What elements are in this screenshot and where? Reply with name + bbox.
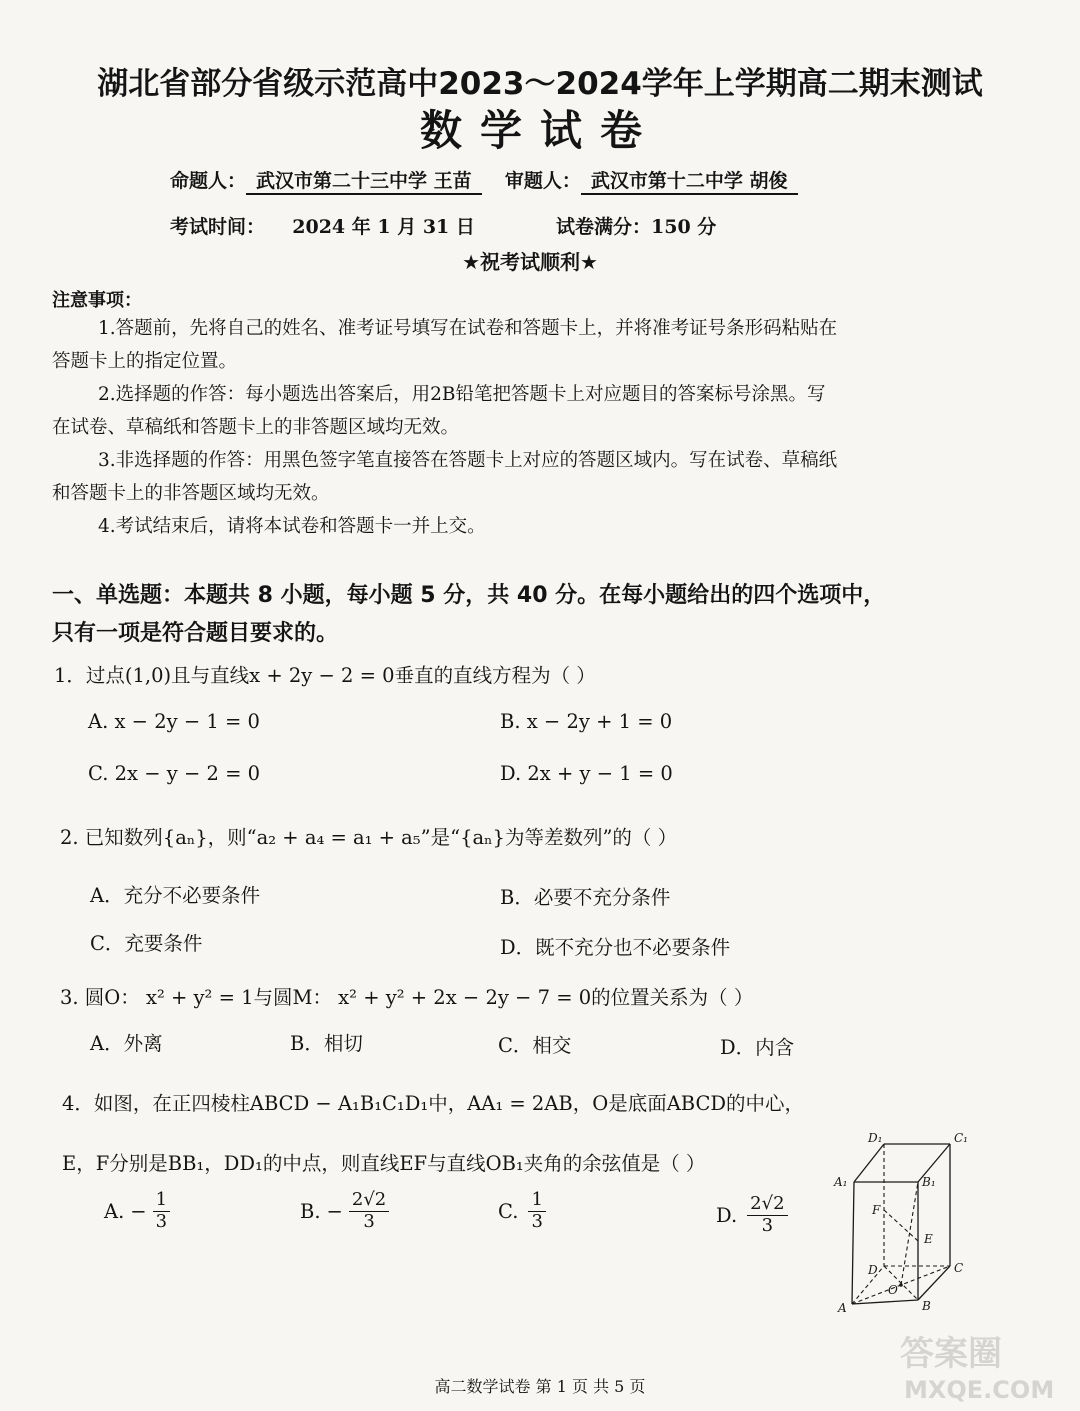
question-3-option-c: C．相交: [498, 1034, 572, 1057]
prism-figure: [828, 1130, 978, 1320]
question-1-option-d: D. 2x + y − 1 = 0: [500, 762, 673, 785]
reviewer-value: 武汉市第十二中学 胡俊: [581, 166, 798, 195]
question-1-option-c: C. 2x − y − 2 = 0: [88, 762, 261, 785]
reviewer-label: 审题人：: [504, 170, 581, 192]
page-footer: 高二数学试卷 第 1 页 共 5 页: [434, 1377, 646, 1396]
setter-line: [170, 166, 798, 195]
time-value: 2024 年 1 月 31 日: [292, 216, 475, 238]
note-line: 3.非选择题的作答：用黑色签字笔直接答在答题卡上对应的答题区域内。写在试卷、草稿纸: [98, 450, 838, 471]
label-b1: B₁: [922, 1175, 936, 1189]
option-label: B.: [300, 1199, 321, 1223]
fraction-denominator: 3: [531, 1210, 543, 1232]
fraction-numerator: 2√2: [349, 1190, 389, 1212]
watermark-logo: 答案圈: [900, 1334, 1002, 1374]
edge-d1a1: [854, 1144, 884, 1182]
note-line: 和答题卡上的非答题区域均无效。: [52, 483, 330, 504]
question-2-option-b: B．必要不充分条件: [500, 886, 671, 909]
notes-heading: 注意事项：: [52, 290, 142, 311]
option-sign: −: [326, 1199, 343, 1223]
section-heading-line1: 一、单选题：本题共 8 小题，每小题 5 分，共 40 分。在每小题给出的四个选项中，: [52, 583, 886, 608]
question-2-option-d: D．既不充分也不必要条件: [500, 936, 731, 959]
setter-label: 命题人：: [170, 170, 247, 192]
edge-bc: [918, 1266, 950, 1300]
option-sign: −: [130, 1199, 147, 1223]
question-1-option-b: B. x − 2y + 1 = 0: [500, 710, 673, 733]
question-2-option-a: A．充分不必要条件: [90, 884, 261, 907]
option-label: C.: [498, 1199, 519, 1223]
question-4-option-a: [104, 1190, 170, 1232]
option-label: A.: [104, 1199, 125, 1223]
exam-header-title: 湖北省部分省级示范高中2023～2024学年上学期高二期末测试: [97, 66, 983, 102]
question-3-option-a: A．外离: [90, 1032, 163, 1055]
option-label: D.: [716, 1203, 738, 1227]
question-2-option-c: C．充要条件: [90, 932, 203, 955]
fraction-denominator: 3: [363, 1210, 375, 1232]
question-4-option-b: [300, 1190, 389, 1232]
exam-subject-title: 数学试卷: [419, 106, 660, 155]
question-3-stem: 3. 圆O： x² + y² = 1与圆M： x² + y² + 2x − 2y − 7 = 0的位置关系为（ ）: [60, 986, 754, 1009]
option-fraction: [528, 1190, 545, 1232]
label-o: O: [888, 1283, 898, 1297]
fraction-numerator: 1: [153, 1190, 170, 1212]
setter-value: 武汉市第二十三中学 王苗: [246, 166, 482, 195]
label-c1: C₁: [954, 1131, 968, 1145]
option-fraction: [153, 1190, 170, 1232]
label-d1: D₁: [868, 1131, 883, 1145]
time-label: 考试时间：: [170, 216, 266, 238]
question-3-option-d: D．内含: [720, 1036, 795, 1059]
fraction-numerator: 2√2: [747, 1194, 787, 1216]
center-point-o: [899, 1283, 903, 1287]
question-2-stem: 2. 已知数列{aₙ}，则“a₂ + a₄ = a₁ + a₅”是“{aₙ}为等差数列”的（ ）: [60, 826, 678, 849]
note-line: 4.考试结束后，请将本试卷和答题卡一并上交。: [98, 516, 486, 537]
question-4-stem-line1: 4．如图，在正四棱柱ABCD − A₁B₁C₁D₁中，AA₁ = 2AB，O是底面ABCD的中心，: [62, 1092, 805, 1115]
label-d: D: [868, 1263, 878, 1277]
question-4-stem-line2: E，F分别是BB₁，DD₁的中点，则直线EF与直线OB₁夹角的余弦值是（ ）: [62, 1152, 706, 1175]
label-b: B: [922, 1299, 931, 1313]
section-heading-line2: 只有一项是符合题目要求的。: [52, 621, 339, 646]
label-f: F: [872, 1203, 881, 1217]
question-1-stem: 1．过点(1,0)且与直线x + 2y − 2 = 0垂直的直线方程为（ ）: [54, 664, 596, 687]
label-e: E: [924, 1232, 933, 1246]
question-4-option-d: [716, 1194, 788, 1236]
fraction-numerator: 1: [528, 1190, 545, 1212]
question-4-option-c: [498, 1190, 546, 1232]
note-line: 答题卡上的指定位置。: [52, 351, 238, 372]
label-c: C: [954, 1261, 964, 1275]
fraction-denominator: 3: [155, 1210, 168, 1232]
note-line: 在试卷、草稿纸和答题卡上的非答题区域均无效。: [52, 417, 460, 438]
segment-ob1: [901, 1182, 918, 1285]
edge-aa1: [852, 1182, 854, 1304]
label-a1: A₁: [834, 1175, 848, 1189]
full-score: 试卷满分：150 分: [556, 216, 717, 238]
exam-time-line: [170, 212, 475, 239]
label-a: A: [838, 1301, 847, 1315]
option-fraction: [747, 1194, 787, 1236]
note-line: 2.选择题的作答：每小题选出答案后，用2B铅笔把答题卡上对应题目的答案标号涂黑。写: [98, 384, 826, 405]
watermark-url: MXQE.COM: [904, 1376, 1055, 1404]
question-1-option-a: A. x − 2y − 1 = 0: [88, 710, 260, 733]
option-fraction: [349, 1190, 389, 1232]
question-3-option-b: B．相切: [290, 1032, 363, 1055]
wish-line: ★祝考试顺利★: [462, 250, 598, 274]
note-line: 1.答题前，先将自己的姓名、准考证号填写在试卷和答题卡上，并将准考证号条形码粘贴在: [98, 318, 838, 339]
fraction-denominator: 3: [761, 1214, 774, 1236]
